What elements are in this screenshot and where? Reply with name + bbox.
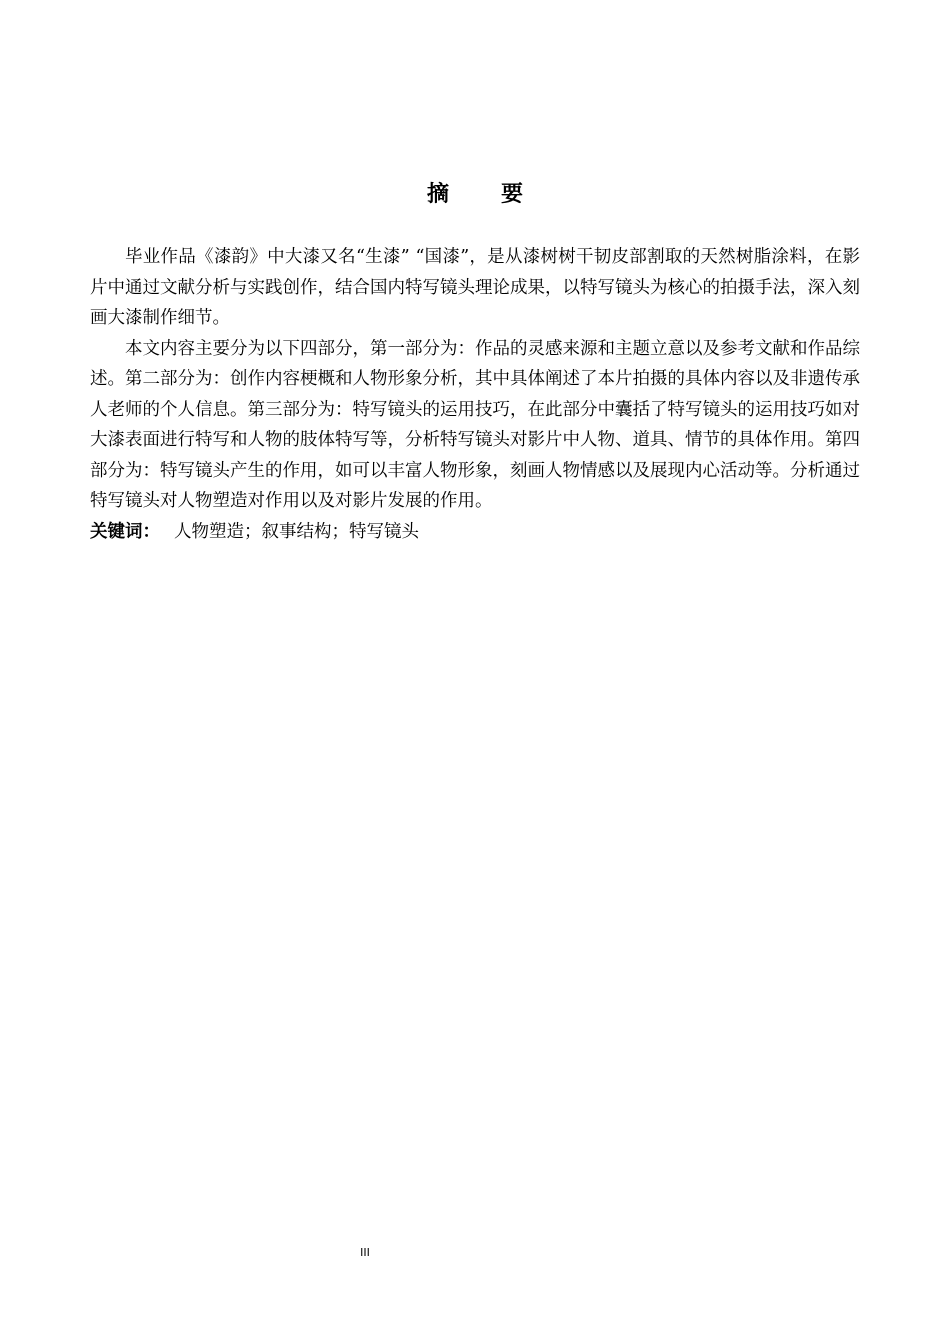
abstract-paragraph: 本文内容主要分为以下四部分，第一部分为：作品的灵感来源和主题立意以及参考文献和作品综述。第二部分为：创作内容梗概和人物形象分析，其中具体阐述了本片拍摄的具体内容以及非遗传承人老师的个人信息。第三部分为：特写镜头的运用技巧，在此部分中囊括了特写镜头的运用技巧如对大漆表面进行特写和人物的肢体特写等，分析特写镜头对影片中人物、道具、情节的具体作用。第四部分为：特写镜头产生的作用，如可以丰富人物形象，刻画人物情感以及展现内心活动等。分析通过特写镜头对人物塑造对作用以及对影片发展的作用。 (90, 338, 860, 511)
abstract-body (90, 242, 860, 547)
abstract-title: 摘要 (426, 182, 575, 207)
keywords-value: 人物塑造；叙事结构；特写镜头 (174, 521, 419, 542)
page-number: III (360, 1246, 370, 1259)
keywords-line (90, 517, 860, 548)
abstract-paragraph: 毕业作品《漆韵》中大漆又名“生漆” “国漆”，是从漆树树干韧皮部割取的天然树脂涂料，在影片中通过文献分析与实践创作，结合国内特写镜头理论成果，以特写镜头为核心的拍摄手法，深入刻画大漆制作细节。 (90, 247, 860, 328)
keywords-label: 关键词： (90, 521, 160, 542)
